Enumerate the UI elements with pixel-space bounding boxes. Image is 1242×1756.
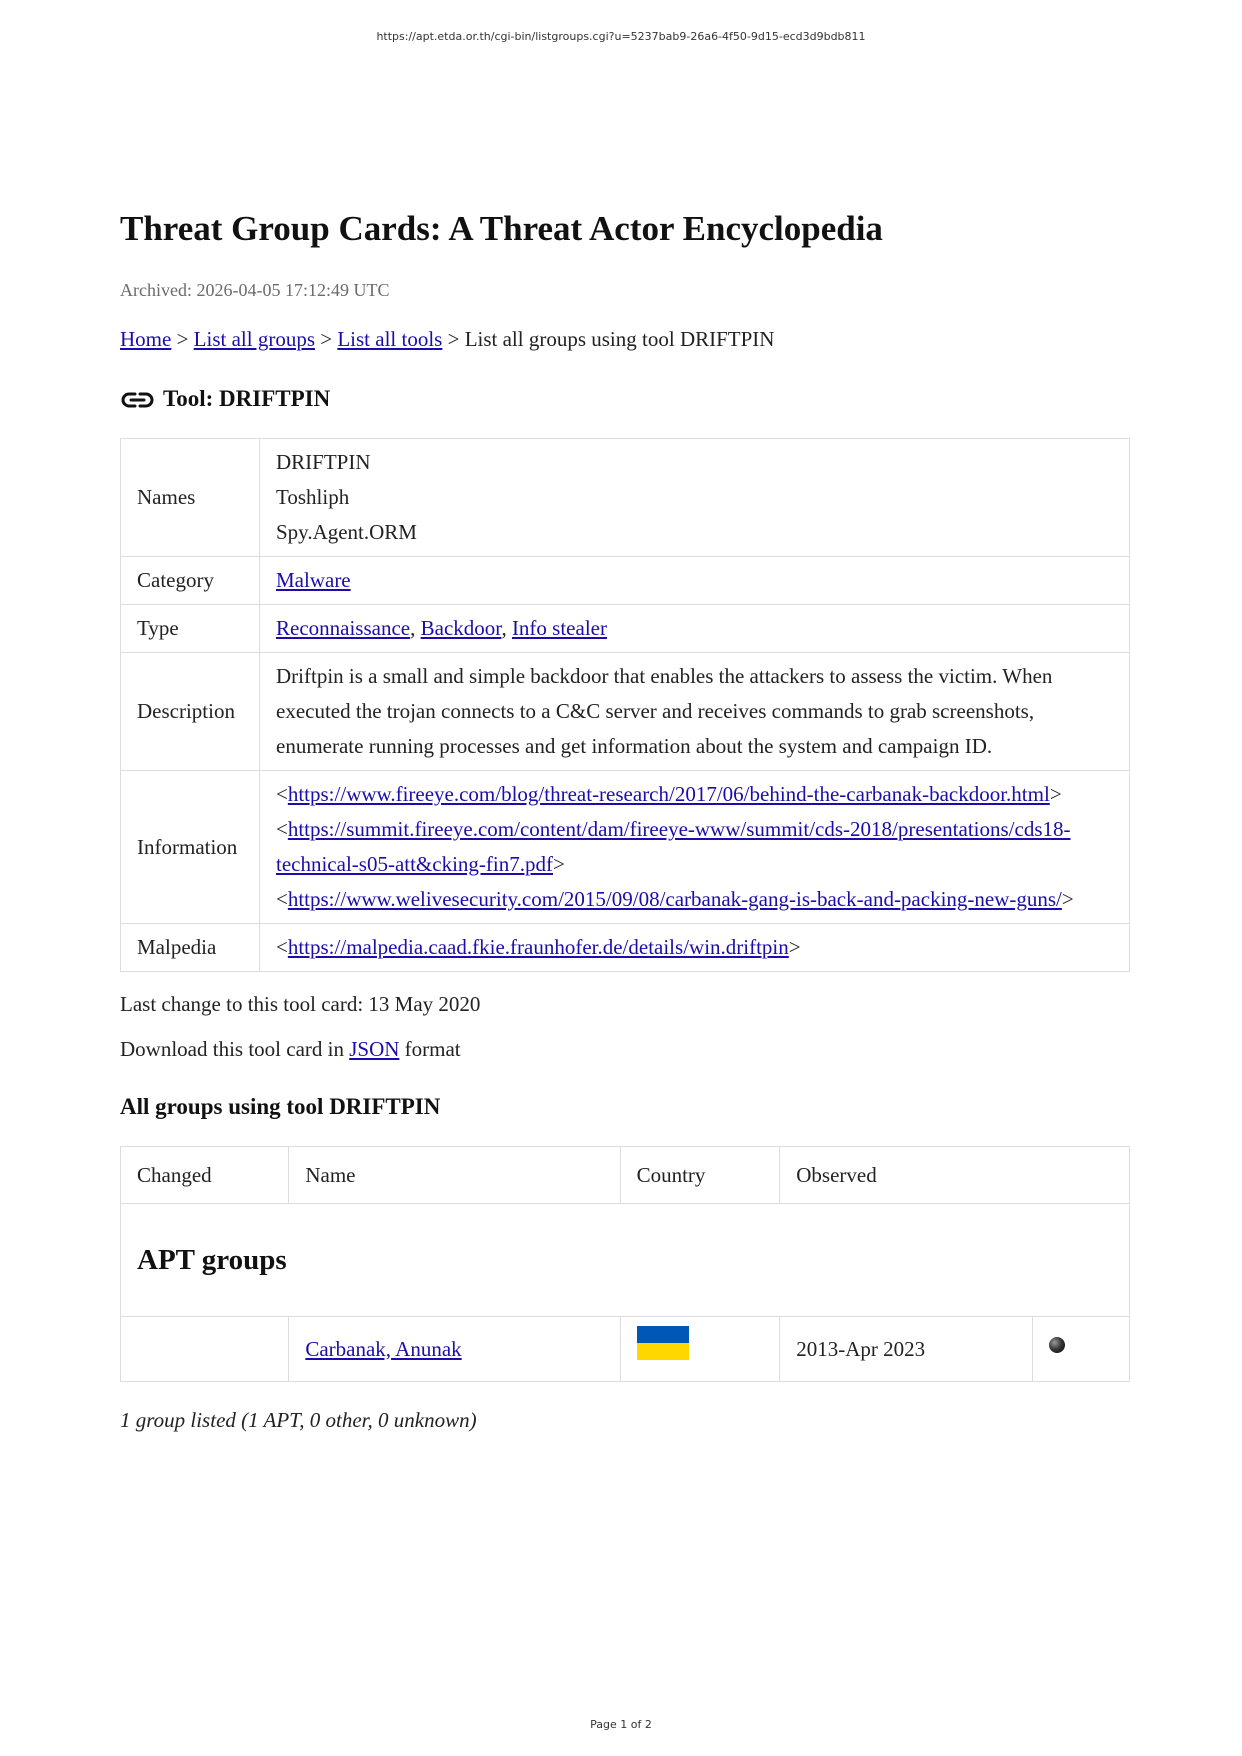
type-value xyxy=(260,605,1130,653)
information-link-item xyxy=(276,882,1113,917)
angle-open: < xyxy=(276,935,288,959)
description-row xyxy=(121,653,1130,771)
tool-heading xyxy=(120,386,1130,412)
angle-close: > xyxy=(1049,782,1062,806)
angle-open: < xyxy=(276,887,288,911)
names-value xyxy=(260,439,1130,557)
breadcrumb-separator: > xyxy=(447,327,460,351)
breadcrumb-list-groups-link[interactable]: List all groups xyxy=(193,327,315,351)
ukraine-flag-icon xyxy=(637,1326,689,1360)
download-line xyxy=(120,1037,1130,1062)
link-icon xyxy=(120,388,155,412)
section-row xyxy=(121,1204,1130,1317)
malpedia-row xyxy=(121,924,1130,972)
groups-table-header xyxy=(121,1147,1130,1204)
angle-close: > xyxy=(553,852,565,876)
name-item: Toshliph xyxy=(276,485,350,509)
groups-table xyxy=(120,1146,1130,1382)
header-changed: Changed xyxy=(121,1147,289,1204)
information-link[interactable]: https://summit.fireeye.com/content/dam/fireeye-www/summit/cds-2018/presentations/cds18-technical-s05-att&cking-fin7.pdf xyxy=(276,817,1071,876)
information-link[interactable]: https://www.welivesecurity.com/2015/09/08/carbanak-gang-is-back-and-packing-new-guns/ xyxy=(287,887,1062,911)
type-separator: , xyxy=(410,616,421,640)
angle-open: < xyxy=(276,817,288,841)
tool-info-table xyxy=(120,438,1130,972)
category-row xyxy=(121,557,1130,605)
type-link-backdoor[interactable]: Backdoor xyxy=(420,616,502,640)
header-observed: Observed xyxy=(780,1147,1130,1204)
malpedia-value xyxy=(260,924,1130,972)
page-footer: Page 1 of 2 xyxy=(590,1718,652,1731)
page-title: Threat Group Cards: A Threat Actor Encyclopedia xyxy=(120,209,883,248)
tool-heading-text: Tool: DRIFTPIN xyxy=(163,386,331,411)
table-row xyxy=(121,1317,1130,1382)
category-link[interactable]: Malware xyxy=(276,568,351,592)
header-name: Name xyxy=(289,1147,620,1204)
information-value xyxy=(260,771,1130,924)
breadcrumb-home-link[interactable]: Home xyxy=(120,327,172,351)
header-country: Country xyxy=(620,1147,780,1204)
information-link-item xyxy=(276,777,1113,812)
download-suffix: format xyxy=(399,1037,461,1061)
malpedia-link[interactable]: https://malpedia.caad.fkie.fraunhofer.de/details/win.driftpin xyxy=(287,935,789,959)
json-download-link[interactable]: JSON xyxy=(349,1037,400,1061)
description-label: Description xyxy=(121,653,260,771)
breadcrumb-list-tools-link[interactable]: List all tools xyxy=(337,327,443,351)
breadcrumb-current: List all groups using tool DRIFTPIN xyxy=(464,327,775,351)
information-link[interactable]: https://www.fireeye.com/blog/threat-research/2017/06/behind-the-carbanak-backdoor.html xyxy=(287,782,1050,806)
group-link[interactable]: Carbanak, Anunak xyxy=(305,1336,462,1361)
type-row xyxy=(121,605,1130,653)
page-url-header: https://apt.etda.or.th/cgi-bin/listgroups.cgi?u=5237bab9-26a6-4f50-9d15-ecd3d9bdb811 xyxy=(376,30,866,43)
name-item: DRIFTPIN xyxy=(276,450,371,474)
black-dot-icon xyxy=(1049,1337,1065,1353)
type-link-reconnaissance[interactable]: Reconnaissance xyxy=(276,616,411,640)
row-name xyxy=(289,1317,620,1382)
names-label: Names xyxy=(121,439,260,557)
information-row xyxy=(121,771,1130,924)
download-prefix: Download this tool card in xyxy=(120,1037,350,1061)
information-label: Information xyxy=(121,771,260,924)
row-country xyxy=(620,1317,780,1382)
description-value: Driftpin is a small and simple backdoor that enables the attackers to assess the victim. When executed the trojan connects to a C&C server and receives commands to grab screenshots, enumerate running processes and get information about the system and campaign ID. xyxy=(260,653,1130,771)
groups-heading: All groups using tool DRIFTPIN xyxy=(120,1094,441,1119)
breadcrumb xyxy=(120,327,1130,352)
row-status xyxy=(1033,1317,1130,1382)
information-link-item xyxy=(276,812,1113,882)
row-changed xyxy=(121,1317,289,1382)
group-summary: 1 group listed (1 APT, 0 other, 0 unknown) xyxy=(120,1408,477,1432)
last-change: Last change to this tool card: 13 May 2020 xyxy=(120,992,481,1016)
type-separator: , xyxy=(501,616,512,640)
type-label: Type xyxy=(121,605,260,653)
breadcrumb-separator: > xyxy=(176,327,189,351)
section-title: APT groups xyxy=(121,1204,1130,1317)
malpedia-label: Malpedia xyxy=(121,924,260,972)
category-label: Category xyxy=(121,557,260,605)
row-observed: 2013-Apr 2023 xyxy=(780,1317,1033,1382)
angle-open: < xyxy=(276,782,288,806)
angle-close: > xyxy=(788,935,801,959)
name-item: Spy.Agent.ORM xyxy=(276,520,417,544)
type-link-info-stealer[interactable]: Info stealer xyxy=(511,616,607,640)
breadcrumb-separator: > xyxy=(320,327,333,351)
angle-close: > xyxy=(1061,887,1074,911)
names-row xyxy=(121,439,1130,557)
archived-timestamp: Archived: 2026-04-05 17:12:49 UTC xyxy=(120,280,390,300)
main-content xyxy=(120,208,1130,1433)
